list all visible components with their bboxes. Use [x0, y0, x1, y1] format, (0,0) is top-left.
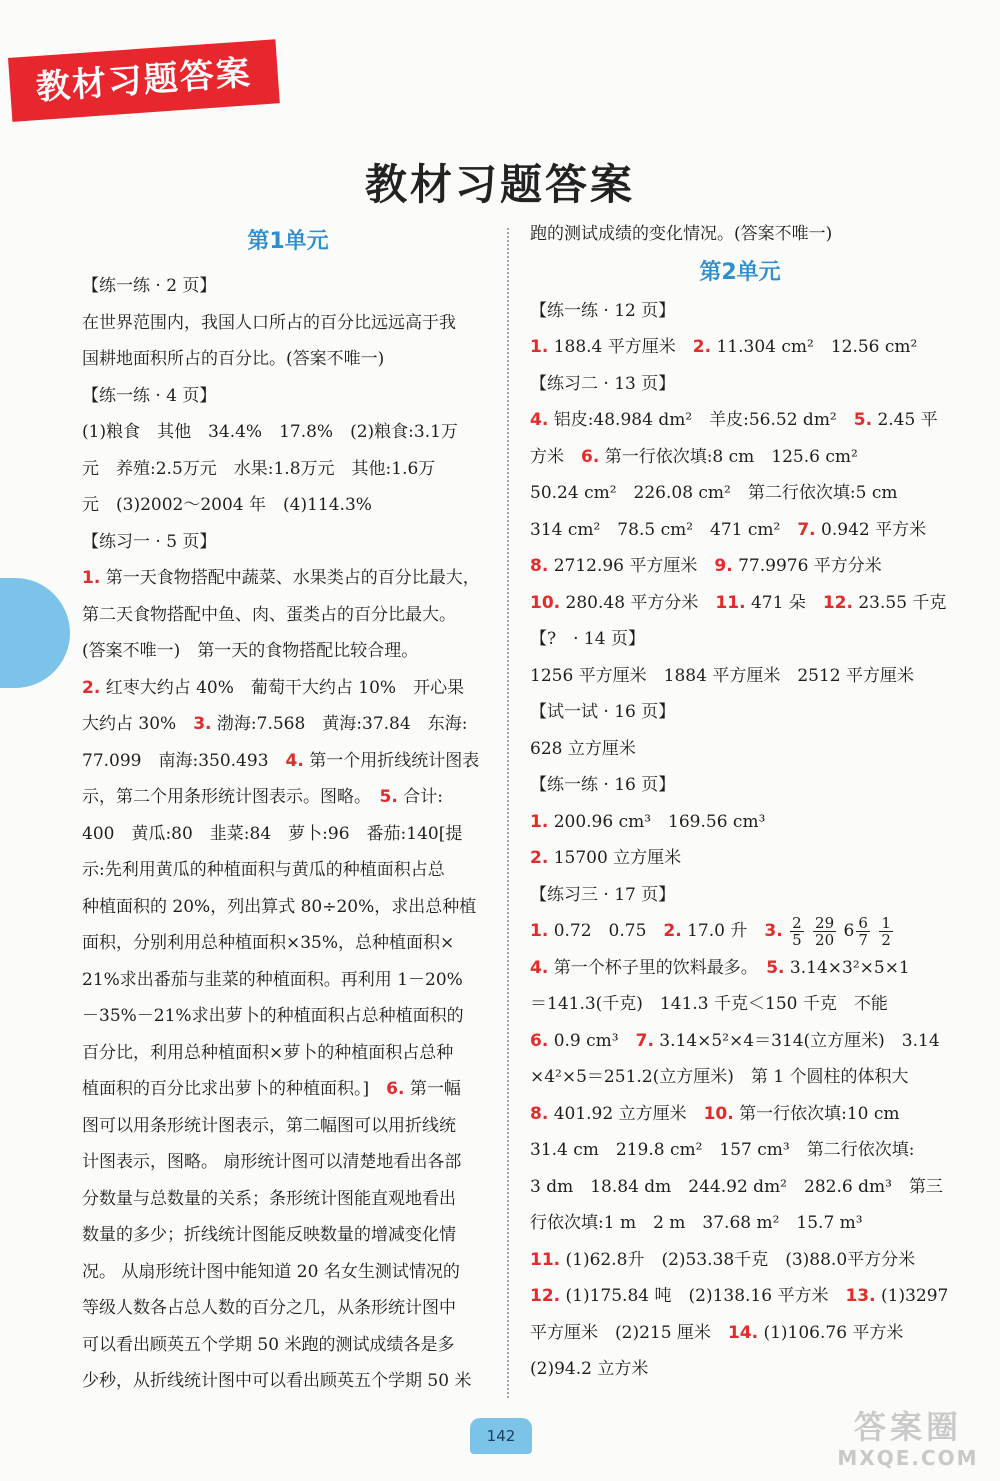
answer-line: (1)粮食 其他 34.4% 17.8% (2)粮食:3.1万	[82, 422, 458, 442]
question-number: 5.	[379, 787, 398, 807]
answer-line: 【练习二 · 13 页】	[530, 373, 676, 394]
answer-line: 10. 280.48 平方分米 11. 471 朵 12. 23.55 千克	[530, 592, 947, 613]
question-number: 14.	[727, 1322, 759, 1343]
answer-line: －35%－21%求出萝卜的种植面积占总种植面积的	[82, 1006, 464, 1026]
answer-line: 元 (3)2002～2004 年 (4)114.3%	[82, 495, 372, 515]
answer-line: 可以看出顾英五个学期 50 米跑的测试成绩各是多	[82, 1334, 455, 1355]
question-number: 13.	[845, 1286, 876, 1306]
answer-line: 1. 第一天食物搭配中蔬菜、水果类占的百分比最大，	[82, 568, 480, 588]
answer-line: 元 养殖:2.5万元 水果:1.8万元 其他:1.6万	[82, 458, 436, 479]
page-title: 教材习题答案	[364, 160, 635, 209]
answer-line: 1. 200.96 cm³ 169.56 cm³	[530, 811, 766, 832]
page-number: 142	[470, 1418, 532, 1454]
answer-line: ＝141.3(千克) 141.3 千克＜150 千克 不能	[530, 994, 888, 1014]
column-divider	[507, 228, 509, 1398]
question-number: 7.	[635, 1030, 654, 1051]
section-banner: 教材习题答案	[8, 39, 280, 122]
answer-line: 11. (1)62.8升 (2)53.38千克 (3)88.0平方分米	[530, 1249, 916, 1270]
question-number: 6.	[530, 1030, 549, 1051]
answer-line: 植面积的百分比求出萝卜的种植面积。] 6. 第一幅	[82, 1079, 461, 1099]
answer-line: 1256 平方厘米 1884 平方厘米 2512 平方厘米	[530, 665, 915, 686]
answer-line: (答案不唯一) 第一天的食物搭配比较合理。	[82, 641, 419, 661]
answer-line: 6. 0.9 cm³ 7. 3.14×5²×4＝314(立方厘米) 3.14	[530, 1030, 940, 1051]
fraction: $\frac{6}{7}$	[858, 914, 868, 949]
question-number: 1.	[530, 921, 549, 941]
question-number: 8.	[530, 556, 549, 576]
answer-line: 数量的多少；折线统计图能反映数量的增减变化情	[82, 1225, 456, 1245]
question-number: 12.	[822, 592, 853, 613]
question-number: 7.	[797, 519, 816, 540]
answer-line: ×4²×5＝251.2(立方厘米) 第 1 个圆柱的体积大	[530, 1067, 909, 1087]
answer-line: (2)94.2 立方米	[530, 1359, 649, 1379]
answer-line: 示:先利用黄瓜的种植面积与黄瓜的种植面积占总	[82, 860, 445, 880]
question-number: 4.	[530, 410, 549, 430]
answer-line: 31.4 cm 219.8 cm² 157 cm³ 第二行依次填:	[530, 1140, 915, 1160]
question-number: 6.	[581, 446, 600, 467]
fraction: $\frac{1}{2}$	[881, 914, 891, 949]
answer-line: 21%求出番茄与韭菜的种植面积。再利用 1－20%	[82, 969, 463, 990]
question-number: 3.	[764, 921, 783, 941]
answer-line: 【练习三 · 17 页】	[530, 884, 676, 905]
answer-line: 行依次填:1 m 2 m 37.68 m² 15.7 m³	[530, 1213, 863, 1233]
question-number: 2.	[82, 677, 101, 698]
answer-line: 8. 401.92 立方厘米 10. 第一行依次填:10 cm	[530, 1103, 900, 1124]
question-number: 2.	[663, 921, 682, 941]
answer-line: 百分比，利用总种植面积×萝卜的种植面积占总种	[82, 1042, 454, 1063]
question-number: 1.	[530, 811, 549, 832]
answer-line: 计图表示，图略。 扇形统计图可以清楚地看出各部	[82, 1152, 462, 1172]
answer-line: 628 立方厘米	[530, 738, 636, 759]
answer-line: 平方厘米 (2)215 厘米 14. (1)106.76 平方米	[530, 1322, 904, 1343]
answer-line: 第二天食物搭配中鱼、肉、蛋类占的百分比最大。	[82, 604, 456, 625]
side-tab	[0, 578, 70, 688]
answer-line: 77.099 南海:350.493 4. 第一个用折线统计图表	[82, 750, 480, 771]
question-number: 2.	[692, 337, 712, 357]
question-number: 9.	[714, 556, 733, 576]
answer-line: 12. (1)175.84 吨 (2)138.16 平方米 13. (1)3297	[530, 1286, 949, 1306]
question-number: 11.	[530, 1249, 561, 1270]
answer-line: 【练一练 · 12 页】	[530, 300, 676, 321]
answer-line: 图可以用条形统计图表示，第二幅图可以用折线统	[82, 1115, 456, 1136]
answer-line: 少秒，从折线统计图中可以看出顾英五个学期 50 米	[82, 1371, 472, 1391]
fraction: $\frac{2}{5}$	[792, 914, 802, 949]
question-number: 5.	[766, 957, 785, 978]
question-number: 10.	[530, 592, 561, 613]
answer-line: 况。 从扇形统计图中能知道 20 名女生测试情况的	[82, 1261, 460, 1282]
question-number: 1.	[82, 568, 101, 588]
question-number: 3.	[193, 714, 212, 734]
answer-line: 4. 第一个杯子里的饮料最多。 5. 3.14×3²×5×1	[530, 957, 910, 978]
question-number: 2.	[530, 848, 549, 868]
question-number: 1.	[530, 337, 549, 357]
answer-line: 【试一试 · 16 页】	[530, 702, 676, 722]
unit-heading: 第1单元	[247, 229, 329, 254]
watermark-logo: 答案圈 MXQE.COM	[837, 1408, 979, 1470]
answer-line: 【练习一 · 5 页】	[82, 531, 217, 552]
answer-line: 方米 6. 第一行依次填:8 cm 125.6 cm²	[530, 446, 858, 467]
answer-line: 大约占 30% 3. 渤海:7.568 黄海:37.84 东海:	[82, 714, 468, 734]
answer-line: 3 dm 18.84 dm 244.92 dm² 282.6 dm³ 第三	[530, 1176, 943, 1197]
left-lines	[82, 268, 494, 1400]
answer-line: 2. 15700 立方厘米	[530, 848, 682, 868]
answer-line: 1. 188.4 平方厘米 2. 11.304 cm² 12.56 cm²	[530, 337, 918, 357]
answer-line: 【练一练 · 4 页】	[82, 385, 217, 406]
answer-line: 国耕地面积所占的百分比。(答案不唯一)	[82, 349, 385, 369]
answer-line: 2. 红枣大约占 40% 葡萄干大约占 10% 开心果	[82, 677, 465, 698]
answer-line: 在世界范围内，我国人口所占的百分比远远高于我	[82, 312, 456, 333]
question-number: 4.	[530, 957, 549, 978]
answer-line: 【练一练 · 16 页】	[530, 775, 676, 795]
answer-line: 8. 2712.96 平方厘米 9. 77.9976 平方分米	[530, 556, 882, 576]
question-number: 10.	[703, 1103, 734, 1124]
left-column	[82, 229, 494, 1400]
answer-line: 【练一练 · 2 页】	[82, 276, 217, 296]
answer-line: 50.24 cm² 226.08 cm² 第二行依次填:5 cm	[530, 483, 898, 503]
answer-line: 示，第二个用条形统计图表示。图略。 5. 合计:	[82, 787, 443, 807]
answer-line: 314 cm² 78.5 cm² 471 cm² 7. 0.942 平方米	[530, 519, 927, 540]
fraction-answer-line: 1. 0.72 0.75 2. 17.0 升 3. $\frac{2}{5}$ $\frac{29}{20}$ 6 $\frac{6}{7}$ $\frac{1}{2}$	[530, 914, 891, 949]
question-number: 11.	[715, 592, 746, 613]
answer-line: 种植面积的 20%，列出算式 80÷20%，求出总种植	[82, 896, 477, 917]
answer-line: 跑的测试成绩的变化情况。(答案不唯一)	[530, 224, 833, 244]
answer-line: 分数量与总数量的关系；条形统计图能直观地看出	[82, 1188, 456, 1209]
question-number: 8.	[530, 1103, 549, 1124]
right-column	[530, 216, 950, 1388]
right-lines-after	[530, 950, 950, 1388]
question-number: 6.	[386, 1079, 405, 1099]
unit-heading: 第2单元	[699, 259, 781, 285]
answer-line: 面积，分别利用总种植面积×35%，总种植面积×	[82, 933, 455, 953]
question-number: 5.	[853, 410, 873, 430]
question-number: 4.	[285, 750, 304, 771]
answer-line: 【? · 14 页】	[530, 629, 645, 649]
answer-line: 4. 铝皮:48.984 dm² 羊皮:56.52 dm² 5. 2.45 平	[530, 410, 938, 430]
answer-line: 400 黄瓜:80 韭菜:84 萝卜:96 番茄:140[提	[82, 823, 463, 844]
question-number: 12.	[530, 1286, 561, 1306]
answer-line: 等级人数各占总人数的百分之几，从条形统计图中	[82, 1298, 456, 1318]
right-lines	[530, 293, 950, 914]
fraction: $\frac{29}{20}$	[815, 914, 835, 949]
